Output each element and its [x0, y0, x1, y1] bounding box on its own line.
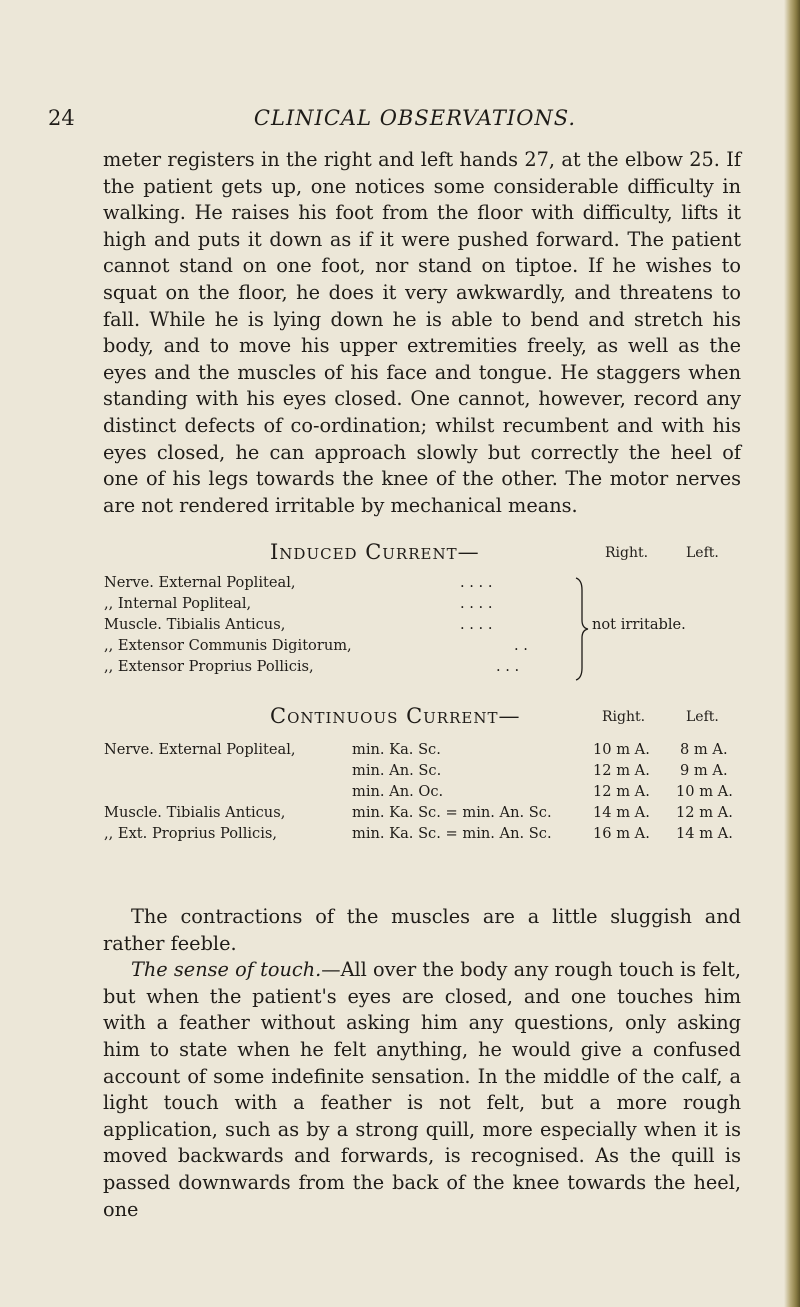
- continuous-row-1-test: min. Ka. Sc.: [352, 741, 441, 758]
- continuous-current-title: Continuous Current—: [270, 704, 521, 728]
- induced-row-5: ,, Extensor Proprius Pollicis,: [104, 658, 314, 675]
- sense-of-touch-text: —All over the body any rough touch is felt, but when the patient's eyes are closed, and one touches him with a feather without asking him any questions, only asking him to state when he felt anything, he would give a confused account of some indefinite sensation. In the middle of the calf, a light touch with a feather is not felt, but a more rough application, such as by a strong quill, more especially when it is moved backwards and forwards, is recognised. As the quill is passed downwards from the back of the knee towards the heel, one: [103, 958, 741, 1221]
- continuous-row-4-test: min. Ka. Sc. = min. An. Sc.: [352, 804, 552, 821]
- paragraph-contractions: The contractions of the muscles are a little sluggish and rather feeble.: [103, 905, 741, 955]
- continuous-row-5-right: 16 m A.: [593, 825, 650, 842]
- induced-row-4: ,, Extensor Communis Digitorum,: [104, 637, 352, 654]
- continuous-row-1-right: 10 m A.: [593, 741, 650, 758]
- grouping-brace: [574, 576, 592, 682]
- continuous-row-2-left: 9 m A.: [680, 762, 728, 779]
- page-edge-binding: [784, 0, 800, 1307]
- continuous-row-5-label: ,, Ext. Proprius Pollicis,: [104, 825, 278, 842]
- continuous-row-4-left: 12 m A.: [676, 804, 733, 821]
- induced-leader-2: . . . .: [460, 595, 493, 612]
- continuous-row-3-right: 12 m A.: [593, 783, 650, 800]
- continuous-row-2-test: min. An. Sc.: [352, 762, 442, 779]
- continuous-row-4-right: 14 m A.: [593, 804, 650, 821]
- induced-leader-3: . . . .: [460, 616, 493, 633]
- continuous-row-1-left: 8 m A.: [680, 741, 728, 758]
- continuous-row-3-test: min. An. Oc.: [352, 783, 444, 800]
- running-title: CLINICAL OBSERVATIONS.: [253, 106, 577, 130]
- induced-col-left: Left.: [686, 545, 719, 561]
- induced-col-right: Right.: [605, 545, 649, 561]
- continuous-col-right: Right.: [602, 709, 646, 725]
- induced-current-title: Induced Current—: [270, 540, 480, 564]
- induced-row-1: Nerve. External Popliteal,: [104, 574, 296, 591]
- page-header: [0, 106, 800, 136]
- continuous-row-2-right: 12 m A.: [593, 762, 650, 779]
- induced-row-2: ,, Internal Popliteal,: [104, 595, 252, 612]
- induced-leader-4: . .: [514, 637, 528, 654]
- induced-leader-5: . . .: [496, 658, 520, 675]
- text-after-tables: [103, 904, 741, 1223]
- induced-row-3: Muscle. Tibialis Anticus,: [104, 616, 286, 633]
- continuous-row-1-label: Nerve. External Popliteal,: [104, 741, 296, 758]
- page-number: 24: [48, 106, 75, 130]
- continuous-row-3-left: 10 m A.: [676, 783, 733, 800]
- induced-result: not irritable.: [592, 616, 686, 633]
- continuous-row-5-left: 14 m A.: [676, 825, 733, 842]
- continuous-row-4-label: Muscle. Tibialis Anticus,: [104, 804, 286, 821]
- sense-of-touch-heading: The sense of touch.: [131, 958, 322, 982]
- induced-leader-1: . . . .: [460, 574, 493, 591]
- paragraph-sense-of-touch: [103, 957, 741, 1223]
- paragraph-walking-observations: meter registers in the right and left hands 27, at the elbow 25. If the patient gets up, one notices some considerable difficulty in walking. He raises his foot from the floor with difficulty, lifts it high and puts it down as if it were pushed forward. The patient cannot stand on one foot, nor stand on tiptoe. If he wishes to squat on the floor, he does it very awkwardly, and threatens to fall. While he is lying down he is able to bend and stretch his body, and to move his upper extremities freely, as well as the eyes and the muscles of his face and tongue. He staggers when standing with his eyes closed. One cannot, however, record any distinct defects of co-ordination; whilst recumbent and with his eyes closed, he can approach slowly but correctly the heel of one of his legs towards the knee of the other. The motor nerves are not rendered irritable by mechanical means.: [103, 148, 741, 517]
- continuous-row-5-test: min. Ka. Sc. = min. An. Sc.: [352, 825, 552, 842]
- continuous-col-left: Left.: [686, 709, 719, 725]
